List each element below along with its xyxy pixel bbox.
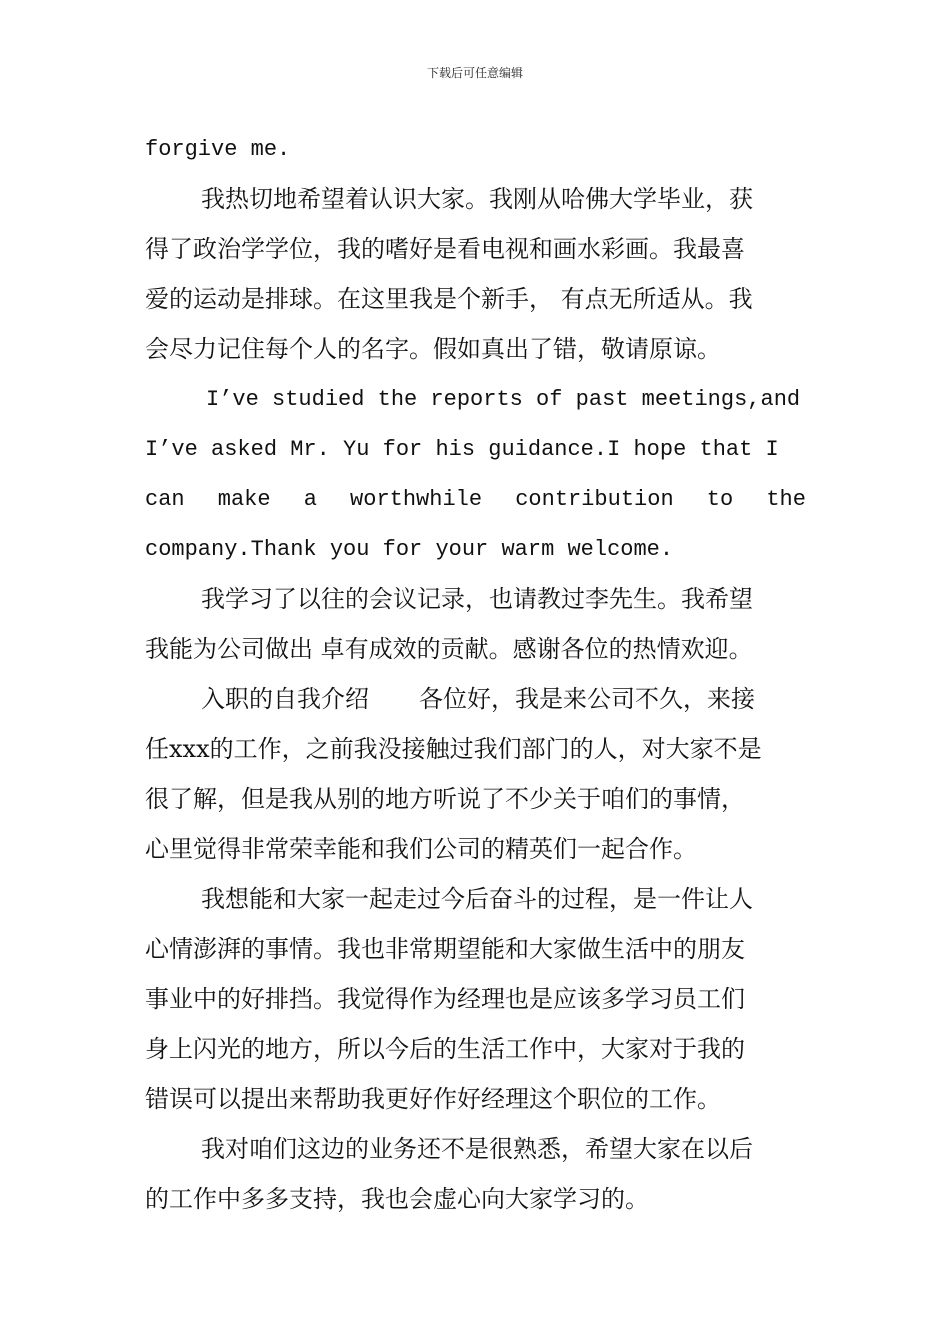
- word: contribution: [515, 487, 674, 512]
- text-line: [206, 385, 806, 415]
- text-line: 得了政治学学位，我的嗜好是看电视和画水彩画。我最喜: [145, 235, 745, 263]
- text-line: 很了解，但是我从别的地方听说了不少关于咱们的事情，: [145, 785, 745, 813]
- text-line: 我能为公司做出 卓有成效的贡献。感谢各位的热情欢迎。: [145, 635, 753, 663]
- word: worthwhile: [350, 487, 483, 512]
- text-line: forgive me.: [145, 137, 291, 162]
- text-line: 爱的运动是排球。在这里我是个新手， 有点无所适从。我: [145, 285, 753, 313]
- text-span: 各位好，我是来公司不久，来接: [419, 685, 755, 713]
- word: a: [303, 487, 317, 512]
- text-line: 我想能和大家一起走过今后奋斗的过程，是一件让人: [201, 885, 753, 913]
- text-line: I’ve asked Mr. Yu for his guidance.I hope that I: [145, 437, 779, 462]
- text-line: 我热切地希望着认识大家。我刚从哈佛大学毕业，获: [201, 185, 753, 213]
- word: can: [145, 487, 185, 512]
- text-line-justified: [145, 485, 806, 515]
- word: make: [217, 487, 271, 512]
- text-line: 我对咱们这边的业务还不是很熟悉，希望大家在以后: [201, 1135, 753, 1163]
- page-header: 下载后可任意编辑: [426, 66, 523, 80]
- text-line: 身上闪光的地方，所以今后的生活工作中，大家对于我的: [145, 1035, 745, 1063]
- text-line: 会尽力记住每个人的名字。假如真出了错，敬请原谅。: [145, 335, 721, 363]
- text-line: 任xxx的工作，之前我没接触过我们部门的人，对大家不是: [145, 735, 762, 763]
- text-line: 心情澎湃的事情。我也非常期望能和大家做生活中的朋友: [145, 935, 745, 963]
- text-span: I’ve studied the reports of past meetings,and: [206, 387, 801, 412]
- text-line: 我学习了以往的会议记录，也请教过李先生。我希望: [201, 585, 753, 613]
- section-title: 入职的自我介绍: [201, 685, 369, 713]
- text-line: [201, 684, 806, 714]
- text-line: 事业中的好排挡。我觉得作为经理也是应该多学习员工们: [145, 985, 745, 1013]
- word: the: [766, 487, 806, 512]
- word: to: [706, 487, 734, 512]
- text-line: company.Thank you for your warm welcome.: [145, 537, 674, 562]
- text-line: 心里觉得非常荣幸能和我们公司的精英们一起合作。: [145, 835, 697, 863]
- text-line: 错误可以提出来帮助我更好作好经理这个职位的工作。: [145, 1085, 721, 1113]
- text-line: 的工作中多多支持，我也会虚心向大家学习的。: [145, 1185, 649, 1213]
